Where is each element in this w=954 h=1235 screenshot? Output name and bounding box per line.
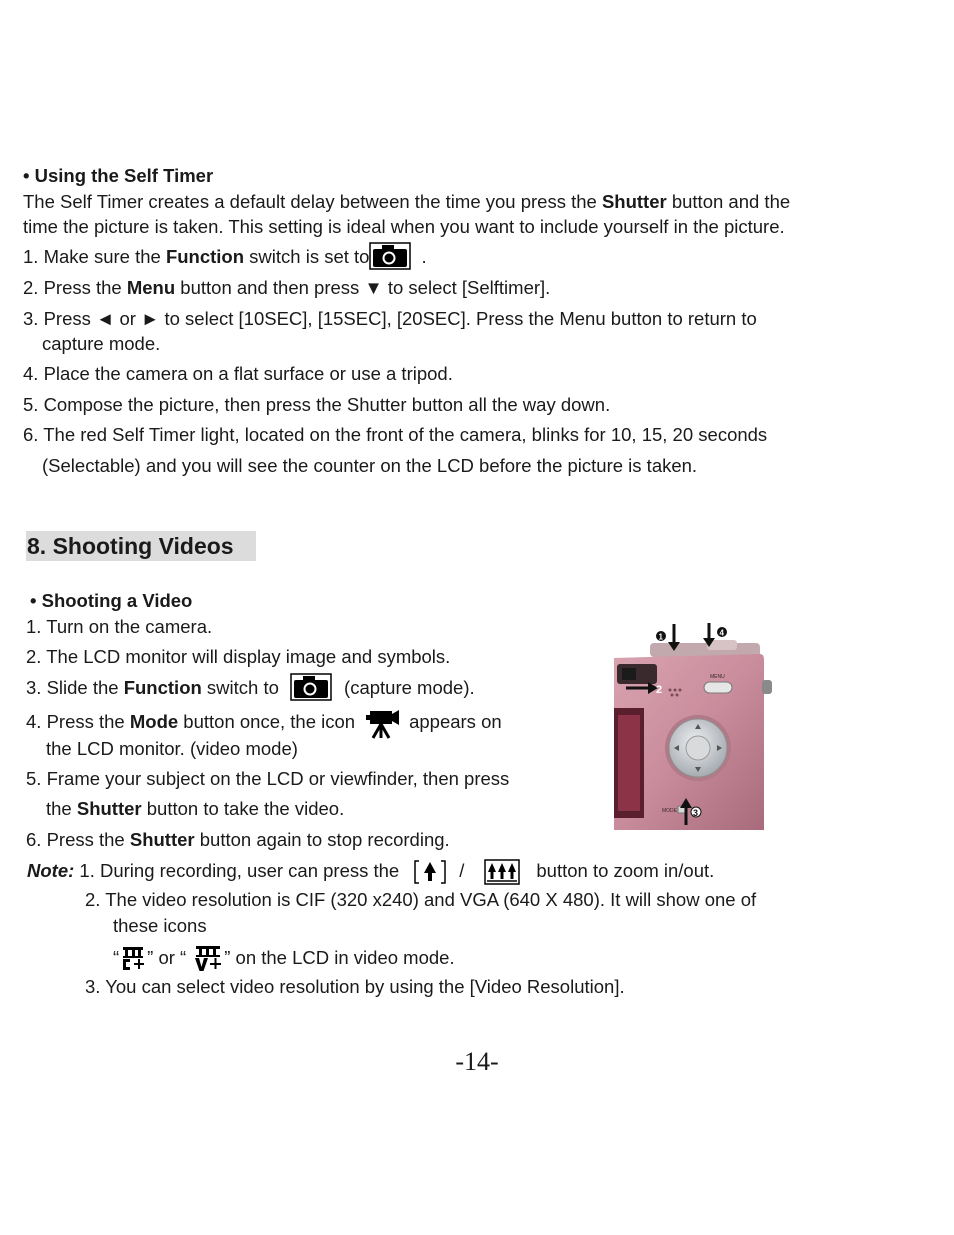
vga-resolution-icon <box>192 944 224 972</box>
camera-icon <box>290 673 332 701</box>
video-step-6 <box>26 829 450 851</box>
zoom-tele-icon <box>413 859 447 885</box>
text: ” or “ <box>147 946 187 968</box>
video-step-1: 1. Turn on the camera. <box>26 616 213 637</box>
camera-icon <box>369 242 411 270</box>
video-step-5-cont <box>46 798 344 820</box>
strap-lug <box>762 680 772 694</box>
text: button and the <box>666 191 791 212</box>
note-line-2-cont: these icons <box>113 915 207 936</box>
text: 2. Press the <box>23 277 127 298</box>
callout-1: 1 <box>658 632 663 642</box>
video-step-3 <box>26 677 475 701</box>
lcd-glass <box>618 715 640 811</box>
movie-camera-icon <box>365 707 401 739</box>
function-term: Function <box>165 246 245 267</box>
note-line-1 <box>27 859 714 885</box>
mode-label: MODE <box>662 808 677 814</box>
video-heading: • Shooting a Video <box>30 590 193 611</box>
text: “ <box>113 946 120 968</box>
camera-back-illustration <box>612 620 782 835</box>
menu-label: MENU <box>710 674 725 680</box>
function-switch <box>622 668 636 680</box>
shutter-term: Shutter <box>601 191 667 212</box>
shutter-term: Shutter <box>129 829 195 850</box>
mode-term: Mode <box>129 710 179 732</box>
self-timer-intro-line2: time the picture is taken. This setting is ideal when you want to include yourself in the picture. <box>23 216 785 237</box>
function-term: Function <box>123 677 202 698</box>
text: appears on <box>409 710 502 732</box>
text: (capture mode). <box>344 677 475 698</box>
text: button once, the icon <box>178 710 356 732</box>
self-timer-step-5: 5. Compose the picture, then press the Shutter button all the way down. <box>23 394 611 415</box>
note-line-2: 2. The video resolution is CIF (320 x240) and VGA (640 X 480). It will show one of <box>85 889 757 910</box>
text: switch is set to <box>244 246 370 267</box>
text: button to take the video. <box>141 798 345 819</box>
page-number: -14- <box>455 1047 499 1076</box>
text: button again to stop recording. <box>194 829 450 850</box>
zoom-wide-icon <box>484 859 520 885</box>
menu-button <box>704 682 732 693</box>
video-step-5: 5. Frame your subject on the LCD or viewfinder, then press <box>26 768 510 789</box>
self-timer-step-3-cont: capture mode. <box>42 333 161 354</box>
text: ” on the LCD in video mode. <box>224 946 455 968</box>
note-line-3: 3. You can select video resolution by using the [Video Resolution]. <box>85 976 625 997</box>
text: / <box>459 859 465 881</box>
self-timer-step-6: 6. The red Self Timer light, located on the front of the camera, blinks for 10, 15, 20 seconds <box>23 424 768 445</box>
menu-term: Menu <box>126 277 176 298</box>
video-step-4-cont: the LCD monitor. (video mode) <box>46 738 298 759</box>
text: switch to <box>201 677 285 698</box>
text: button and then press ▼ to select [Selftimer]. <box>175 277 551 298</box>
self-timer-intro-line1 <box>23 191 790 213</box>
self-timer-step-4: 4. Place the camera on a flat surface or use a tripod. <box>23 363 453 384</box>
text: 6. Press the <box>26 829 130 850</box>
section-heading: 8. Shooting Videos <box>26 531 256 561</box>
cif-resolution-icon <box>119 945 147 971</box>
video-step-2: 2. The LCD monitor will display image and symbols. <box>26 646 451 667</box>
text: The Self Timer creates a default delay between the time you press the <box>23 191 602 212</box>
self-timer-step-6-cont: (Selectable) and you will see the counter on the LCD before the picture is taken. <box>42 455 698 476</box>
text: 3. Slide the <box>26 677 124 698</box>
text: the <box>46 798 77 819</box>
callout-4: 4 <box>719 628 724 638</box>
ok-button <box>686 736 710 760</box>
text: . <box>421 246 427 267</box>
text: 1. Make sure the <box>23 246 166 267</box>
callout-3: 3 <box>693 808 699 818</box>
note-label: Note: <box>27 859 75 881</box>
video-step-4 <box>26 707 502 739</box>
text: 1. During recording, user can press the <box>74 859 400 881</box>
self-timer-step-2 <box>23 277 550 299</box>
self-timer-step-1 <box>23 246 427 270</box>
text: button to zoom in/out. <box>536 859 715 881</box>
shutter-term: Shutter <box>76 798 142 819</box>
note-line-2-icons <box>113 946 455 972</box>
self-timer-heading: • Using the Self Timer <box>23 165 214 186</box>
callout-2: 2 <box>656 684 663 696</box>
self-timer-step-3: 3. Press ◄ or ► to select [10SEC], [15SEC], [20SEC]. Press the Menu button to return to <box>23 308 757 329</box>
text: 4. Press the <box>26 710 130 732</box>
